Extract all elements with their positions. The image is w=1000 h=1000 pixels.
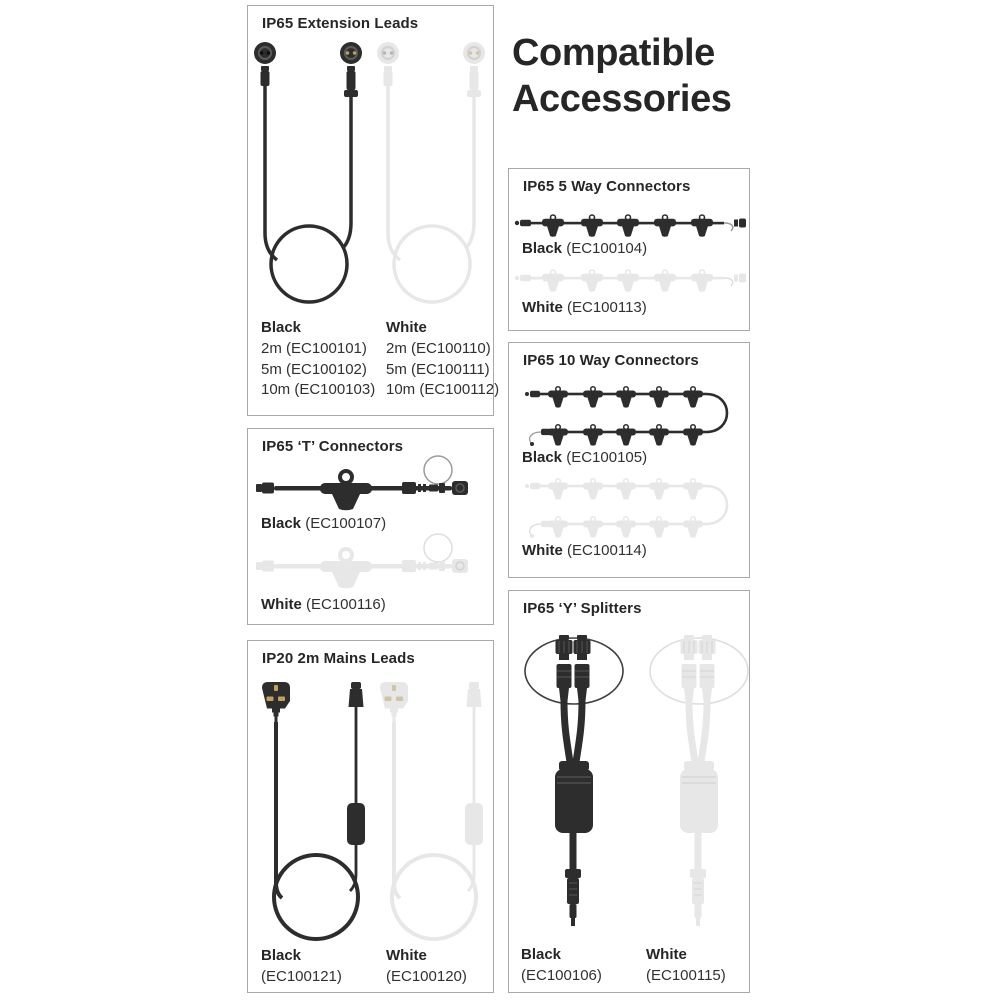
- sku-item: 5m (EC100111): [386, 360, 490, 378]
- page-title-line2: Accessories: [512, 78, 732, 120]
- 10-way-white-graphic: [525, 479, 727, 538]
- variant-name: White: [646, 946, 687, 963]
- mains-lead-white-graphic: [380, 682, 483, 939]
- variant-name: White: [386, 947, 427, 964]
- panel-10-way-title: IP65 10 Way Connectors: [523, 352, 699, 369]
- t-connector-white-graphic: [256, 534, 468, 588]
- 5-way-white-label: [522, 299, 647, 316]
- 10-way-black-graphic: [525, 387, 727, 446]
- t-connector-white-illustration: [256, 532, 471, 590]
- y-splitter-black-graphic: [525, 635, 623, 926]
- variant-code: (EC100115): [646, 967, 726, 984]
- variant-name: Black: [521, 946, 562, 963]
- variant-name: Black: [261, 947, 302, 964]
- page-title: [512, 30, 732, 122]
- y-splitter-white-graphic: [650, 635, 748, 926]
- panel-extension-leads: [247, 5, 500, 416]
- 5-way-white-illustration: [513, 268, 748, 294]
- panel-5-way-connectors: [508, 168, 750, 331]
- t-connector-black-label: [261, 515, 386, 532]
- panel-5-way-title: IP65 5 Way Connectors: [523, 178, 691, 195]
- extension-lead-black-graphic: [254, 42, 362, 302]
- t-connector-white-label: [261, 596, 386, 613]
- variant-name: Black: [522, 449, 563, 466]
- t-connector-black-graphic: [256, 456, 468, 510]
- variant-name: Black: [261, 515, 302, 532]
- variant-name: White: [261, 596, 302, 613]
- y-splitter-illustration: [524, 631, 749, 931]
- extension-leads-black-column: [261, 319, 383, 401]
- panel-t-connectors: [247, 428, 494, 625]
- panel-y-splitters-title: IP65 ‘Y’ Splitters: [523, 600, 642, 617]
- variant-code: (EC100104): [566, 240, 648, 257]
- variant-code: (EC100113): [567, 299, 647, 316]
- variant-name: White: [522, 542, 563, 559]
- sku-item: 5m (EC100102): [261, 360, 367, 378]
- 5-way-black-label: [522, 240, 647, 257]
- sku-item: 10m (EC100103): [261, 381, 376, 398]
- 10-way-black-label: [522, 449, 647, 466]
- panel-y-splitters: [508, 590, 750, 993]
- variant-code: (EC100107): [305, 515, 387, 532]
- mains-lead-black-label: [261, 947, 342, 987]
- mains-lead-white-label: [386, 947, 467, 987]
- t-connector-black-illustration: [256, 454, 471, 512]
- page-title-line1: Compatible: [512, 32, 715, 74]
- y-splitter-black-label: [521, 946, 602, 986]
- variant-name: Black: [522, 240, 563, 257]
- panel-mains-leads-title: IP20 2m Mains Leads: [262, 650, 415, 667]
- extension-lead-illustration: [251, 33, 491, 308]
- panel-mains-leads: [247, 640, 494, 993]
- variant-name: Black: [261, 319, 302, 336]
- panel-extension-leads-title: IP65 Extension Leads: [262, 15, 419, 32]
- sku-item: 10m (EC100112): [386, 381, 500, 398]
- 5-way-white-graphic: [515, 270, 746, 292]
- variant-code: (EC100121): [261, 968, 342, 985]
- extension-leads-white-column: [386, 319, 508, 401]
- variant-code: (EC100105): [566, 449, 648, 466]
- mains-lead-black-graphic: [262, 682, 365, 939]
- variant-code: (EC100106): [521, 967, 602, 984]
- extension-lead-white-graphic: [377, 42, 485, 302]
- variant-name: White: [522, 299, 563, 316]
- 5-way-black-graphic: [515, 215, 746, 237]
- variant-code: (EC100120): [386, 968, 467, 985]
- sku-item: 2m (EC100110): [386, 340, 491, 357]
- mains-lead-illustration: [258, 677, 492, 943]
- panel-10-way-connectors: [508, 342, 750, 578]
- variant-name: White: [386, 319, 427, 336]
- variant-code: (EC100114): [567, 542, 647, 559]
- y-splitter-white-label: [646, 946, 726, 986]
- 10-way-white-illustration: [521, 472, 756, 542]
- variant-code: (EC100116): [306, 596, 386, 613]
- 5-way-black-illustration: [513, 213, 748, 239]
- 10-way-black-illustration: [521, 380, 756, 450]
- sku-item: 2m (EC100101): [261, 340, 367, 357]
- panel-t-connectors-title: IP65 ‘T’ Connectors: [262, 438, 404, 455]
- 10-way-white-label: [522, 542, 647, 559]
